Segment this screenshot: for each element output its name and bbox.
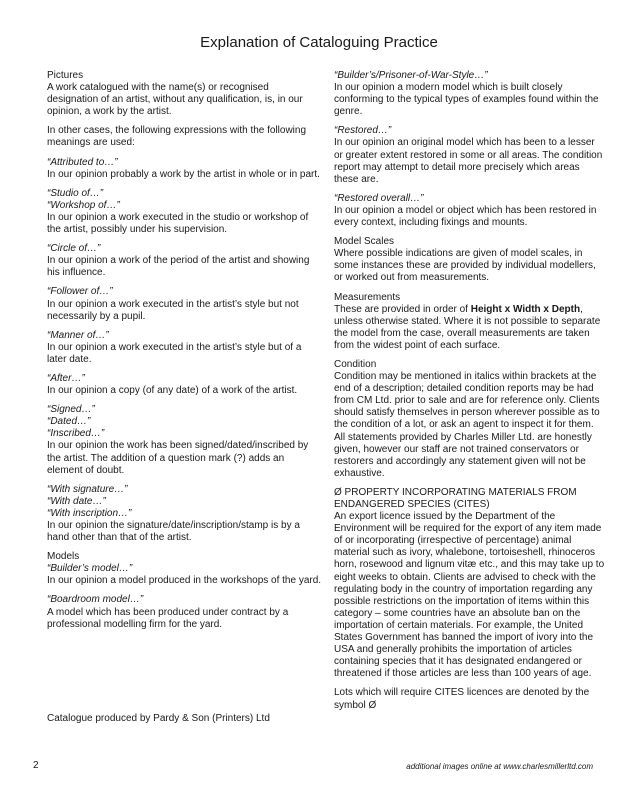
other-cases-text: In other cases, the following expressions with the following meanings are used: [47,125,307,149]
right-column [334,70,606,719]
builders-model-text: In our opinion a model produced in the workshops of the yard. [47,575,322,587]
cites-section [334,487,606,681]
manner-term: “Manner of…” [47,329,109,341]
condition-text: Condition may be mentioned in italics within brackets at the end of a description; detailed condition reports may be had from CM Ltd. prior to sale and are for reference only. Clients should satisfy themselves in person wherever possible as to the condition of a lot, or ask an agent to inspect it for them. All statements provided by Charles Miller Ltd. are honestly given, however our staff are not trained conservators or restorers and accordingly any statement given will not be exhaustive. [334,371,600,479]
pictures-text: A work catalogued with the name(s) or recognised designation of an artist, without any qualification, is, in our opinion, a work by the artist. [47,82,303,118]
circle-text: In our opinion a work of the period of the artist and showing his influence. [47,255,310,279]
after-entry [47,373,322,397]
page-title: Explanation of Cataloguing Practice [200,34,438,51]
circle-entry [47,243,322,279]
manner-text: In our opinion a work executed in the artist’s style but of a later date. [47,341,302,365]
measurements-post: , unless otherwise stated. Where it is not possible to separate the model from the case, overall measurements are taken from the widest point of each surface. [334,303,601,351]
footer-note: additional images online at www.charlesmillerltd.com [406,762,593,771]
circle-term: “Circle of…” [47,243,101,255]
measurements-heading: Measurements [334,291,401,303]
models-heading: Models [47,551,80,563]
with-signature-term: “With signature…” [47,483,128,495]
manner-entry [47,330,322,366]
follower-text: In our opinion a work executed in the artist’s style but not necessarily by a pupil. [47,298,299,322]
studio-text: In our opinion a work executed in the studio or workshop of the artist, possibly under his supervision. [47,211,309,236]
boardroom-term: “Boardroom model…” [47,594,144,606]
with-signature-entry [47,484,322,544]
left-column [47,70,322,638]
studio-entry [47,188,322,236]
restored-entry [334,125,606,185]
signed-term: “Signed…” [47,404,95,416]
page-number: 2 [33,760,39,771]
attributed-term: “Attributed to…” [47,156,118,168]
with-text: In our opinion the signature/date/inscription/stamp is by a hand other than that of the artist. [47,520,300,544]
follower-entry [47,286,322,322]
measurements-bold: Height x Width x Depth [470,303,581,315]
cites-heading: Ø PROPERTY INCORPORATING MATERIALS FROM ENDANGERED SPECIES (CITES) [334,486,577,510]
condition-section [334,359,606,480]
signed-entry [47,404,322,477]
with-inscription-term: “With inscription…” [47,507,132,519]
after-term: “After…” [47,372,85,384]
models-section [47,551,322,587]
cites-text: An export licence issued by the Department of the Environment will be required for the export of any item made of or incorporating (irrespective of percentage) animal material such as ivory, whalebone, tortoiseshell, rhinoceros horn, rosewood and lignum vitæ etc., and this may take up to eight weeks to obtain. Clients are advised to check with the regulating body in the country of importation regarding any possible restrictions on the importation of items within this category – some countries have an absolute ban on the importation of certain materials. For example, the United States Government has banned the import of ivory into the USA and generally prohibits the importation of articles containing species that it has designated endangered or threatened if those articles are less than 100 years of age. [334,511,605,680]
attributed-text: In our opinion probably a work by the artist in whole or in part. [47,168,320,180]
lots-text: Lots which will require CITES licences are denoted by the symbol Ø [334,687,590,711]
boardroom-entry [47,594,322,630]
builders-model-term: “Builder’s model…” [47,563,133,575]
dated-term: “Dated…” [47,416,91,428]
restored-overall-entry [334,193,606,229]
restored-text: In our opinion an original model which has been to a lesser or greater extent restored in some or all areas. The condition report may attempt to detail more precisely which areas these are. [334,137,603,185]
lots-section [334,687,606,711]
pictures-heading: Pictures [47,70,84,81]
workshop-term: “Workshop of…” [47,199,120,211]
boardroom-text: A model which has been produced under contract by a professional modelling firm for the yard. [47,606,289,630]
measurements-section [334,292,606,352]
studio-term: “Studio of…” [47,187,104,199]
measurements-pre: These are provided in order of [334,303,471,315]
after-text: In our opinion a copy (of any date) of a work of the artist. [47,385,298,397]
signed-text: In our opinion the work has been signed/dated/inscribed by the artist. The addition of a question mark (?) adds an element of doubt. [47,440,309,476]
pictures-section [47,70,322,118]
with-date-term: “With date…” [47,495,106,507]
model-scales-text: Where possible indications are given of model scales, in some instances these are provided by individual modellers, or worked out from measurements. [334,248,596,284]
pow-entry [334,70,606,118]
pow-text: In our opinion a modern model which is built closely conforming to the typical types of examples found within the genre. [334,82,599,118]
other-cases-section [47,125,322,149]
pow-term: “Builder’s/Prisoner-of-War-Style…” [334,70,488,81]
restored-term: “Restored…” [334,125,392,137]
inscribed-term: “Inscribed…” [47,428,105,440]
model-scales-section [334,236,606,284]
model-scales-heading: Model Scales [334,236,395,248]
follower-term: “Follower of…” [47,286,113,298]
restored-overall-text: In our opinion a model or object which has been restored in every context, including fixings and mounts. [334,204,597,229]
attributed-entry [47,157,322,181]
restored-overall-term: “Restored overall…” [334,192,424,204]
printer-credit: Catalogue produced by Pardy & Son (Printers) Ltd [47,713,270,724]
condition-heading: Condition [334,358,377,370]
measurements-text [334,304,606,352]
